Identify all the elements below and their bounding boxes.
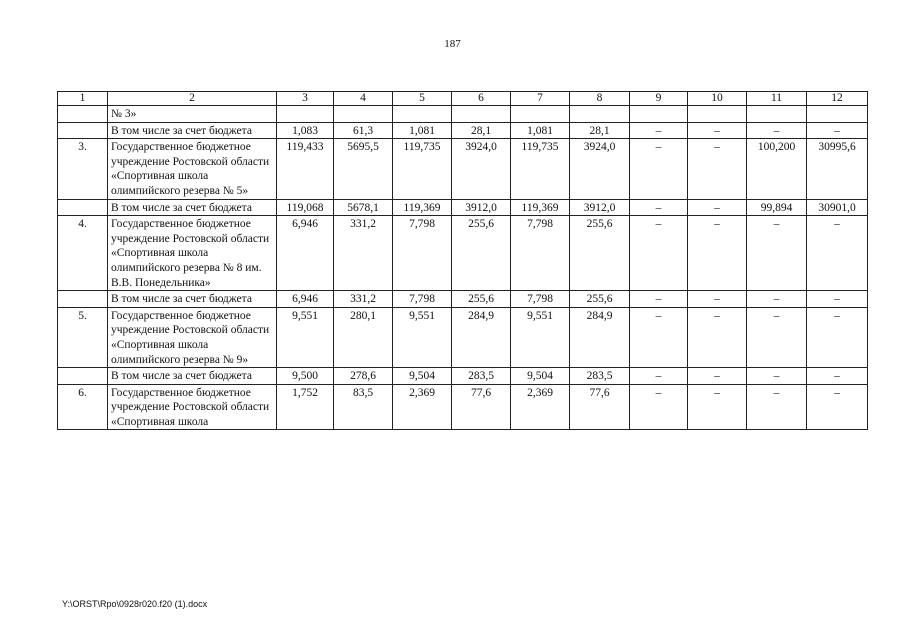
institution-name: № 3» <box>108 106 277 123</box>
value-cell <box>393 106 452 123</box>
value-cell: – <box>747 307 807 367</box>
value-cell: 6,946 <box>277 216 334 291</box>
value-cell: – <box>630 122 688 139</box>
value-cell: – <box>630 368 688 385</box>
column-number: 6 <box>452 92 511 106</box>
value-cell: 100,200 <box>747 139 807 199</box>
value-cell: – <box>630 384 688 430</box>
value-cell: 283,5 <box>570 368 630 385</box>
institution-name: В том числе за счет бюджета <box>108 368 277 385</box>
value-cell: 5695,5 <box>334 139 393 199</box>
value-cell: 5678,1 <box>334 199 393 216</box>
row-number: 4. <box>58 216 108 291</box>
institution-name: Государственное бюджетное учреждение Ростовской области «Спортивная школа <box>108 384 277 430</box>
value-cell: – <box>688 307 747 367</box>
value-cell: – <box>630 216 688 291</box>
value-cell: – <box>747 216 807 291</box>
row-number: 3. <box>58 139 108 199</box>
value-cell: 9,504 <box>511 368 570 385</box>
value-cell: 283,5 <box>452 368 511 385</box>
value-cell: 7,798 <box>511 291 570 308</box>
value-cell: 1,081 <box>511 122 570 139</box>
institution-name: В том числе за счет бюджета <box>108 291 277 308</box>
value-cell: 2,369 <box>511 384 570 430</box>
value-cell: 3924,0 <box>570 139 630 199</box>
row-number <box>58 122 108 139</box>
budget-table <box>57 91 868 430</box>
value-cell: 119,068 <box>277 199 334 216</box>
institution-name: В том числе за счет бюджета <box>108 122 277 139</box>
value-cell: – <box>807 384 868 430</box>
value-cell <box>511 106 570 123</box>
value-cell: 255,6 <box>570 216 630 291</box>
value-cell: 30995,6 <box>807 139 868 199</box>
value-cell: – <box>807 216 868 291</box>
column-number: 3 <box>277 92 334 106</box>
table-row <box>58 307 868 367</box>
value-cell: 83,5 <box>334 384 393 430</box>
row-number <box>58 106 108 123</box>
value-cell <box>277 106 334 123</box>
value-cell <box>747 106 807 123</box>
column-number-row <box>58 92 868 106</box>
table-row <box>58 122 868 139</box>
value-cell <box>334 106 393 123</box>
row-number <box>58 368 108 385</box>
value-cell: 331,2 <box>334 216 393 291</box>
column-number: 10 <box>688 92 747 106</box>
value-cell: 9,504 <box>393 368 452 385</box>
value-cell: 7,798 <box>511 216 570 291</box>
institution-name: Государственное бюджетное учреждение Ростовской области «Спортивная школа олимпийского резерва № 5» <box>108 139 277 199</box>
value-cell: 6,946 <box>277 291 334 308</box>
value-cell: – <box>747 384 807 430</box>
column-number: 8 <box>570 92 630 106</box>
column-number: 5 <box>393 92 452 106</box>
value-cell: 331,2 <box>334 291 393 308</box>
table-row <box>58 216 868 291</box>
value-cell: 119,369 <box>511 199 570 216</box>
value-cell: 9,551 <box>511 307 570 367</box>
value-cell: 3912,0 <box>570 199 630 216</box>
value-cell: 119,735 <box>511 139 570 199</box>
column-number: 11 <box>747 92 807 106</box>
value-cell: 77,6 <box>452 384 511 430</box>
value-cell: 9,500 <box>277 368 334 385</box>
value-cell: – <box>688 384 747 430</box>
institution-name: В том числе за счет бюджета <box>108 199 277 216</box>
table-row <box>58 139 868 199</box>
column-number: 2 <box>108 92 277 106</box>
value-cell: – <box>630 307 688 367</box>
value-cell: 255,6 <box>452 216 511 291</box>
value-cell: – <box>807 122 868 139</box>
value-cell: 119,735 <box>393 139 452 199</box>
value-cell: 255,6 <box>570 291 630 308</box>
value-cell: 1,081 <box>393 122 452 139</box>
table-row <box>58 368 868 385</box>
value-cell: – <box>688 368 747 385</box>
value-cell: 2,369 <box>393 384 452 430</box>
institution-name: Государственное бюджетное учреждение Ростовской области «Спортивная школа олимпийского резерва № 9» <box>108 307 277 367</box>
value-cell: – <box>688 122 747 139</box>
value-cell: 3912,0 <box>452 199 511 216</box>
row-number: 5. <box>58 307 108 367</box>
value-cell: 61,3 <box>334 122 393 139</box>
value-cell <box>452 106 511 123</box>
table-row <box>58 199 868 216</box>
page-number: 187 <box>444 38 461 50</box>
institution-name: Государственное бюджетное учреждение Ростовской области «Спортивная школа олимпийского резерва № 8 им. В.В. Понедельника» <box>108 216 277 291</box>
value-cell: 77,6 <box>570 384 630 430</box>
value-cell: – <box>807 291 868 308</box>
value-cell: 284,9 <box>570 307 630 367</box>
value-cell: 9,551 <box>393 307 452 367</box>
value-cell: – <box>630 199 688 216</box>
value-cell: – <box>747 368 807 385</box>
value-cell <box>630 106 688 123</box>
column-number: 12 <box>807 92 868 106</box>
value-cell: 284,9 <box>452 307 511 367</box>
value-cell: – <box>688 216 747 291</box>
value-cell: – <box>807 307 868 367</box>
value-cell: 119,369 <box>393 199 452 216</box>
value-cell: 30901,0 <box>807 199 868 216</box>
value-cell: 1,752 <box>277 384 334 430</box>
row-number <box>58 199 108 216</box>
column-number: 7 <box>511 92 570 106</box>
file-path-footer: Y:\ORST\Rpo\0928r020.f20 (1).docx <box>62 599 208 609</box>
value-cell: 255,6 <box>452 291 511 308</box>
value-cell: – <box>630 291 688 308</box>
row-number: 6. <box>58 384 108 430</box>
value-cell: – <box>747 291 807 308</box>
value-cell: 119,433 <box>277 139 334 199</box>
value-cell <box>807 106 868 123</box>
column-number: 9 <box>630 92 688 106</box>
value-cell: – <box>688 291 747 308</box>
value-cell: 7,798 <box>393 216 452 291</box>
value-cell: – <box>688 199 747 216</box>
value-cell: – <box>807 368 868 385</box>
value-cell: 28,1 <box>452 122 511 139</box>
value-cell: 280,1 <box>334 307 393 367</box>
value-cell: 99,894 <box>747 199 807 216</box>
value-cell: – <box>747 122 807 139</box>
value-cell: 3924,0 <box>452 139 511 199</box>
value-cell: 28,1 <box>570 122 630 139</box>
value-cell: 9,551 <box>277 307 334 367</box>
table-row <box>58 291 868 308</box>
table-row <box>58 106 868 123</box>
value-cell: – <box>688 139 747 199</box>
value-cell <box>570 106 630 123</box>
value-cell: – <box>630 139 688 199</box>
value-cell: 278,6 <box>334 368 393 385</box>
value-cell: 7,798 <box>393 291 452 308</box>
value-cell: 1,083 <box>277 122 334 139</box>
row-number <box>58 291 108 308</box>
column-number: 4 <box>334 92 393 106</box>
column-number: 1 <box>58 92 108 106</box>
table-row <box>58 384 868 430</box>
value-cell <box>688 106 747 123</box>
